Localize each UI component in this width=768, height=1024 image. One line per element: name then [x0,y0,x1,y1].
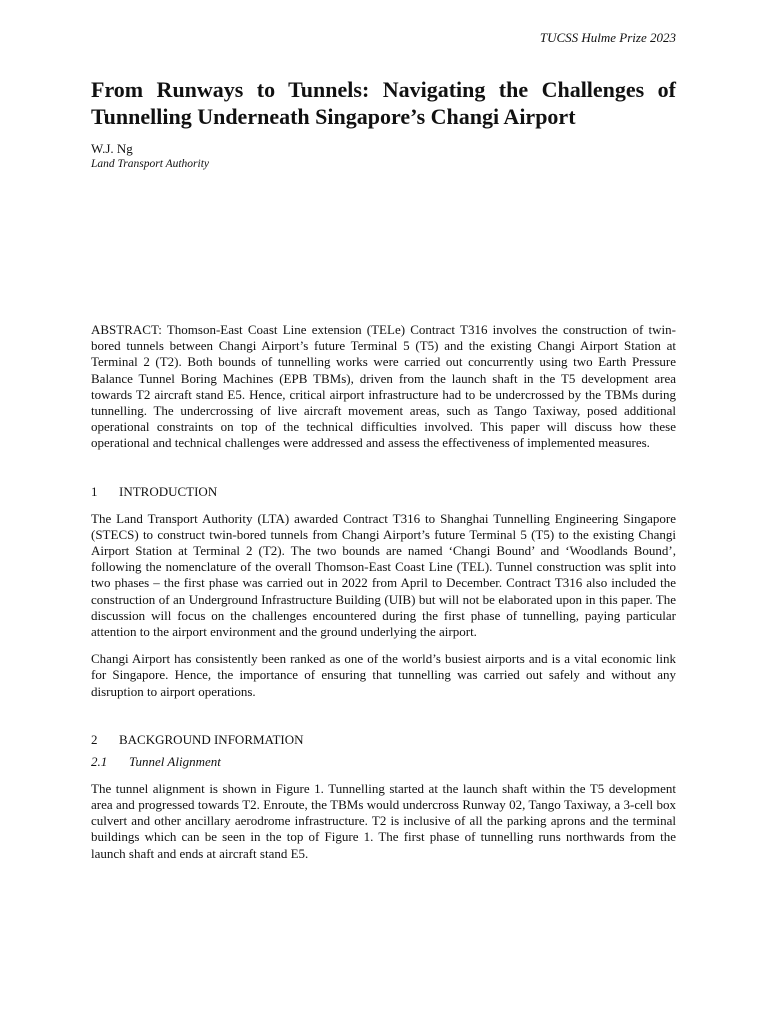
paper-body [91,76,676,862]
section-number: 2 [91,731,98,747]
section-heading-introduction [91,484,676,500]
paragraph: The tunnel alignment is shown in Figure 1. Tunnelling started at the launch shaft within the T5 development area and progressed towards T2. Enroute, the TBMs would undercross Runway 02, Tango Taxiway, a 3-cell box culvert and other ancillary aerodrome infrastructure. T2 is inclusive of all the parking aprons and the terminal buildings which can be seen in the top of Figure 1. The first phase of tunnelling runs northwards from the launch shaft and ends at aircraft stand E5. [91,780,676,861]
section-number: 1 [91,483,98,499]
section-title: INTRODUCTION [119,483,218,499]
subsection-heading-tunnel-alignment [91,754,676,770]
running-header: TUCSS Hulme Prize 2023 [539,30,676,45]
section-heading-background [91,732,676,748]
paragraph: Changi Airport has consistently been ranked as one of the world’s busiest airports and is a vital economic link for Singapore. Hence, the importance of ensuring that tunnelling was carried out safely and without any disruption to airport operations. [91,651,676,699]
subsection-number: 2.1 [91,753,108,769]
section-title: BACKGROUND INFORMATION [119,731,304,747]
subsection-title: Tunnel Alignment [129,753,221,769]
author-affiliation: Land Transport Authority [91,158,210,170]
author-name: W.J. Ng [91,141,133,156]
paper-title: From Runways to Tunnels: Navigating the Challenges of Tunnelling Underneath Singapore’s Changi Airport [91,77,676,129]
paragraph: The Land Transport Authority (LTA) awarded Contract T316 to Shanghai Tunnelling Engineering Singapore (STECS) to construct twin-bored tunnels from Changi Airport’s future Terminal 5 (T5) to the existing Changi Airport Station at Terminal 2 (T2). The two bounds are named ‘Changi Bound’ and ‘Woodlands Bound’, following the nomenclature of the overall Thomson-East Coast Line (TEL). Tunnel construction was split into two phases – the first phase was carried out in 2022 from April to December. Contract T316 also included the construction of an Underground Infrastructure Building (UIB) but will not be elaborated upon in this paper. The discussion will focus on the challenges encountered during the first phase of tunnelling, paying particular attention to the airport environment and the ground underlying the airport. [91,510,676,640]
abstract: ABSTRACT: Thomson-East Coast Line extension (TELe) Contract T316 involves the construction of twin-bored tunnels between Changi Airport’s future Terminal 5 (T5) and the existing Changi Airport Station at Terminal 2 (T2). Both bounds of tunnelling works were carried out concurrently using two Earth Pressure Balance Tunnel Boring Machines (EPB TBMs), driven from the launch shaft in the T5 development area towards T2 aircraft stand E5. Hence, critical airport infrastructure had to be undercrossed by the TBMs during tunnelling. The undercrossing of live aircraft movement areas, such as Tango Taxiway, posed additional operational constraints on top of the technical difficulties involved. This paper will discuss how these operational and technical challenges were addressed and assess the effectiveness of implemented measures. [91,322,676,451]
